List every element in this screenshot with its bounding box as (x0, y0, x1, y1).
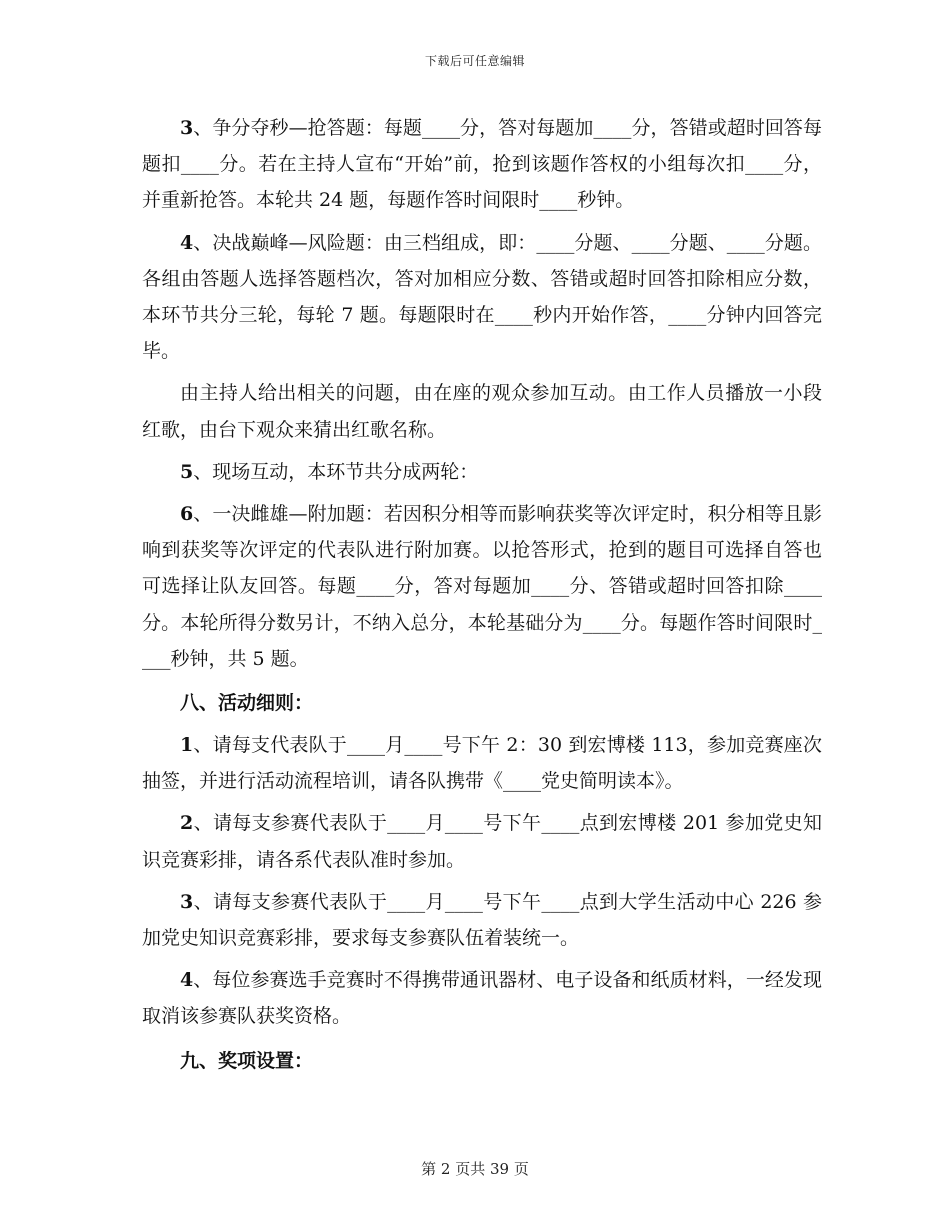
item-number: 5 (180, 460, 194, 483)
rule-item-4 (142, 962, 822, 1034)
item-number: 3 (180, 890, 194, 913)
item-number: 6 (180, 503, 194, 526)
item-text: 由主持人给出相关的问题，由在座的观众参加互动。由工作人员播放一小段红歌，由台下观众来猜出红歌名称。 (142, 382, 822, 441)
rule-item-2 (142, 805, 822, 877)
item-text: 、决战巅峰—风险题：由三档组成，即：____分题、____分题、____分题。各组由答题人选择答题档次，答对加相应分数、答错或超时回答扣除相应分数，本环节共分三轮，每轮 7 题。每题限时在____秒内开始作答，____分钟内回答完毕。 (142, 231, 822, 363)
item-text: 、一决雌雄—附加题：若因积分相等而影响获奖等次评定时，积分相等且影响到获奖等次评定的代表队进行附加赛。以抢答形式，抢到的题目可选择自答也可选择让队友回答。每题____分，答对每题加____分、答错或超时回答扣除____分。本轮所得分数另计，不纳入总分，本轮基础分为____分。每题作答时间限时____秒钟，共 5 题。 (142, 503, 822, 670)
document-body (142, 110, 822, 1085)
section-heading-8: 八、活动细则： (180, 692, 314, 715)
item-text: 、每位参赛选手竞赛时不得携带通讯器材、电子设备和纸质材料，一经发现取消该参赛队获奖资格。 (142, 969, 822, 1028)
page-header: 下载后可任意编辑 (424, 54, 525, 68)
paragraph-item-4 (142, 225, 822, 370)
page-footer: 第 2 页共 39 页 (421, 1160, 529, 1178)
item-number: 4 (180, 969, 194, 992)
rule-item-3 (142, 884, 822, 956)
paragraph-audience (142, 375, 822, 447)
item-number: 3 (180, 117, 194, 139)
item-text: 、争分夺秒—抢答题：每题____分，答对每题加____分，答错或超时回答每题扣____分。若在主持人宣布“开始”前，抢到该题作答权的小组每次扣____分，并重新抢答。本轮共 24 题，每题作答时间限时____秒钟。 (142, 117, 822, 212)
item-number: 2 (180, 812, 194, 835)
paragraph-item-5 (142, 454, 822, 490)
item-number: 4 (180, 231, 194, 254)
rule-item-1 (142, 727, 822, 799)
paragraph-item-3 (142, 110, 822, 219)
item-text: 、请每支代表队于____月____号下午 2：30 到宏博楼 113，参加竞赛座次抽签，并进行活动流程培训，请各队携带《____党史简明读本》。 (142, 734, 822, 793)
item-text: 、现场互动，本环节共分成两轮： (193, 460, 479, 483)
section-heading-9: 九、奖项设置： (180, 1049, 314, 1072)
item-text: 、请每支参赛代表队于____月____号下午____点到宏博楼 201 参加党史知识竞赛彩排，请各系代表队准时参加。 (142, 812, 822, 871)
item-text: 、请每支参赛代表队于____月____号下午____点到大学生活动中心 226 参加党史知识竞赛彩排，要求每支参赛队伍着装统一。 (142, 890, 822, 950)
item-number: 1 (180, 734, 194, 757)
paragraph-item-6 (142, 496, 822, 677)
